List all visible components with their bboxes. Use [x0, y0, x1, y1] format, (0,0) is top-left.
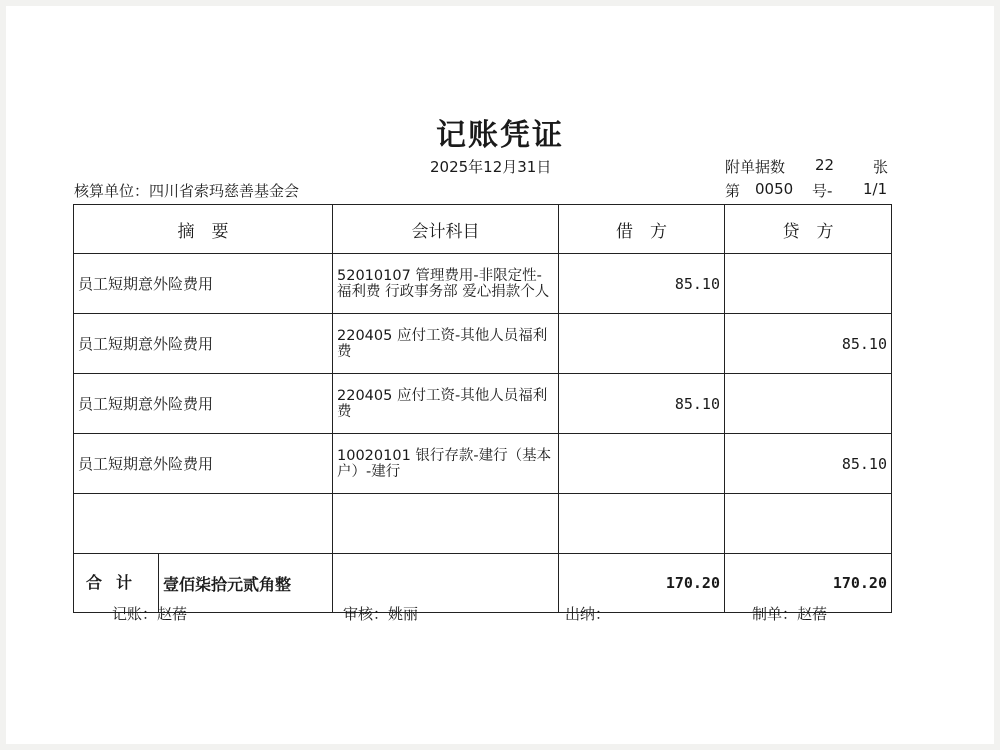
row-account: 220405 应付工资-其他人员福利费 [333, 374, 559, 434]
footer-reviewer: 审核：姚丽 [343, 605, 419, 623]
row-summary [74, 494, 333, 554]
row-credit: 85.10 [725, 434, 892, 494]
footer-preparer: 制单：赵蓓 [752, 605, 828, 623]
accounting-unit [74, 180, 299, 201]
table-row [74, 434, 892, 494]
accounting-unit-label: 核算单位： [74, 182, 150, 200]
row-debit: 85.10 [559, 374, 725, 434]
voucher-title: 记账凭证 [436, 118, 564, 153]
row-summary: 员工短期意外险费用 [74, 374, 333, 434]
row-debit [559, 494, 725, 554]
total-words: 壹佰柒拾元贰角整 [163, 574, 292, 594]
row-summary: 员工短期意外险费用 [74, 434, 333, 494]
footer-cashier: 出纳： [565, 605, 611, 623]
row-account: 10020101 银行存款-建行（基本户）-建行 [333, 434, 559, 494]
voucher-number-prefix: 第 [725, 182, 741, 200]
row-summary: 员工短期意外险费用 [74, 254, 333, 314]
voucher-page: 1/1 [863, 180, 888, 198]
voucher-number-suffix: 号- [812, 182, 833, 200]
table-row [74, 254, 892, 314]
row-debit [559, 314, 725, 374]
row-account: 220405 应付工资-其他人员福利费 [333, 314, 559, 374]
row-credit: 85.10 [725, 314, 892, 374]
voucher-table [73, 204, 892, 613]
table-row [74, 314, 892, 374]
total-credit: 170.20 [725, 554, 892, 613]
voucher-date: 2025年12月31日 [430, 158, 552, 176]
row-credit [725, 254, 892, 314]
accounting-unit-name: 四川省索玛慈善基金会 [149, 182, 300, 200]
voucher-number-value: 0050 [755, 180, 794, 198]
table-row [74, 374, 892, 434]
row-debit [559, 434, 725, 494]
total-label: 合计 [74, 554, 159, 612]
header-debit: 借 方 [559, 205, 725, 254]
attachments-label: 附单据数 [725, 158, 786, 176]
header-summary: 摘 要 [74, 205, 333, 254]
table-row-empty [74, 494, 892, 554]
attachments-unit: 张 [873, 158, 889, 176]
header-account: 会计科目 [333, 205, 559, 254]
row-account [333, 494, 559, 554]
row-debit: 85.10 [559, 254, 725, 314]
header-credit: 贷 方 [725, 205, 892, 254]
row-account: 52010107 管理费用-非限定性-福利费 行政事务部 爱心捐款个人 [333, 254, 559, 314]
row-credit [725, 494, 892, 554]
total-debit: 170.20 [559, 554, 725, 613]
row-summary: 员工短期意外险费用 [74, 314, 333, 374]
row-credit [725, 374, 892, 434]
attachments-number: 22 [815, 156, 835, 174]
footer-bookkeeper: 记账：赵蓓 [112, 605, 188, 623]
